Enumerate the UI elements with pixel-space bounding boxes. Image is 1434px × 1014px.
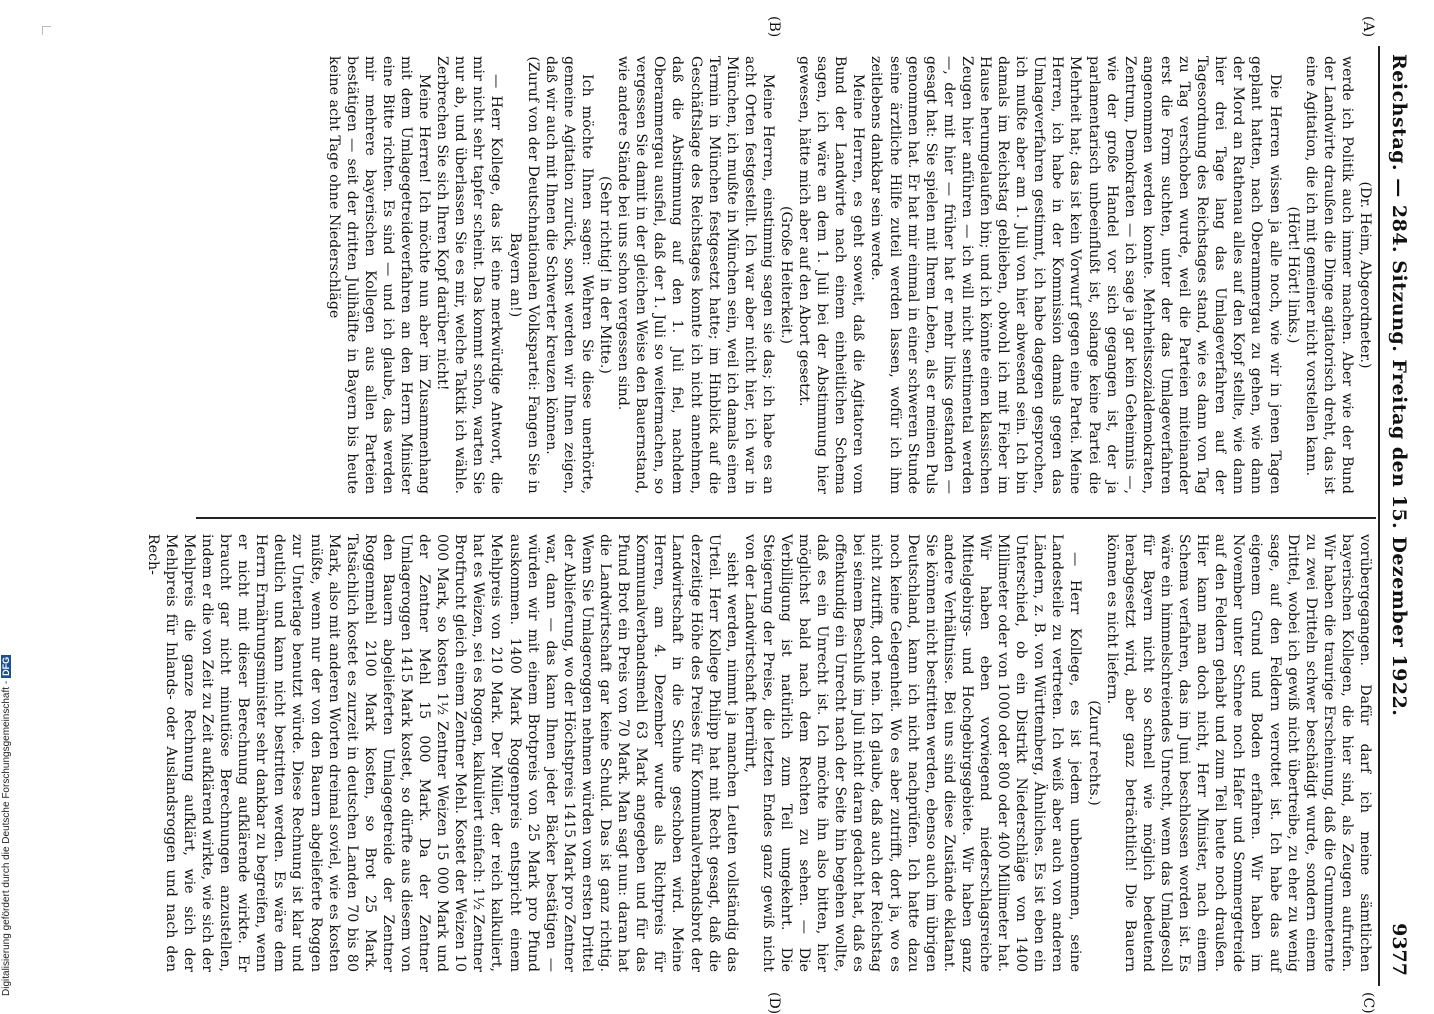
paragraph: sieht werden, nimmt ja manchen Leuten vollständig das Urteil. Herr Kollege Philipp hat mit Recht gesagt, daß die derzeitige Höhe des Preises für Kommunalverbandsbrot der Landwirtschaft in die Schuhe geschoben wird. Meine Herren, am 4. Dezember wurde als Richtpreis für Kommunalverbandsmehl 63 Mark angegeben und für das Pfund Brot ein Preis von 70 Mark. Man sagt nun: daran hat die Landwirtschaft gar keine Schuld. Das ist ganz richtig. Wenn Sie Umlageroggen nehmen würden vom ersten Drittel der Ablieferung, wo der Höchstpreis 1415 Mark pro Zentner war, dann — das kann Ihnen jeder Bäcker bestätigen — würden wir mit einem Brotpreis von 25 Mark pro Pfund auskommen. 1400 Mark Roggenpreis entspricht einem Mehlpreis von 210 Mark. Der Müller, der reich kalkuliert, hat es Weizen, sei es Roggen, kalkuliert einfach: 1½ Zentner Brotfrucht gleich einem Zentner Mehl. Kostet der Weizen 10 000 Mark, so kosten 1½ Zentner Weizen 15 000 Mark und der Zentner Mehl 15 000 Mark. Da der Zentner Umlageroggen 1415 Mark kostet, so dürfte aus diesem von den Bauern abgelieferten Umlagegetreide der Zentner Roggenmehl 2100 Mark kosten, so Brot 25 Mark. Tatsächlich kostet es zurzeit in deutschen Landen 70 bis 80 Mark, also mit anderen Worten dreimal soviel, wie es kosten müßte, wenn nur der von den Bauern abgelieferte Roggen zur Unterlage benutzt würde. Diese Rechnung ist klar und deutlich und kann nicht bestritten werden. Es wäre dem Herrn Ernährungsminister sehr dankbar zu begreifen, wenn er nicht mit dieser Berechnung aufklärende wirkte. Er braucht gar nicht minutiöse Berechnungen anzustellen, indem er die von Zeit zu Zeit aufklärend wirkte, wie sich der Mehlpreis die ganze Rechnung aufklärt, wie sich der Mehlpreis für Inlands- oder Auslandsroggen und nach den Rech- bbox=[144, 534, 740, 972]
paragraph: werde ich Politik auch immer machen. Aber wie der Bund der Landwirte draußen die Dinge agitatorisch dreht, das ist eine Agitation, die ich mit gemeiner nicht vorstellen kann. bbox=[1302, 56, 1355, 494]
margin-marker-b: (B) bbox=[766, 16, 782, 38]
paragraph: Ich möchte Ihnen sagen: Wehren Sie diese unerhörte, gemeine Agitation zurück, sonst werden wir Ihnen zeigen, daß wir auch mit Ihnen die Schwerter kreuzen können. bbox=[542, 56, 595, 494]
right-text-column bbox=[144, 534, 1374, 972]
column-divider bbox=[196, 517, 1376, 519]
margin-marker-a: (A) bbox=[1360, 16, 1376, 38]
margin-marker-d: (D) bbox=[766, 992, 782, 1014]
page-number: 9377 bbox=[1388, 923, 1410, 976]
paragraph: — Herr Kollege, es ist jedem unbenommen, seine Landesteile zu vertreten. Ich weiß aber auch von anderen Ländern, z. B. von Württemberg, Ähnliches. Es ist eben ein Unterschied, ob ein Distrikt Niederschläge von 1400 Millimeter oder von 1000 oder 800 oder 400 Millimeter hat. Wir haben eben vorwiegend niederschlagsreiche Mittelgebirgs- und Hochgebirgsgebiete. Wir haben ganz andere Verhältnisse. Bei uns sind diese Zustände eklatant. Sie können nicht bestritten werden, ebenso auch im übrigen Deutschland, kann ich nicht nachprüfen. Ich hatte dazu noch keine Gelegenheit. Wo es aber zutrifft, dort ja, wo es nicht zutrifft, dort nein. Ich glaube, daß auch der Reichstag bei seinem Beschluß im Juli nicht daran gedacht hat, daß es offenkundig ein Unrecht nach der Seite hin begehen wollte, daß es ein Unrecht ist. Ich möchte ihn also bitten, hier möglichst bald nach dem Rechten zu sehen. — Die Verbilligung ist natürlich zum Teil umgekehrt. Die Steigerung der Preise, die letzten Endes ganz gewiß nicht von der Landwirtschaft herrührt, bbox=[741, 534, 1084, 972]
crop-mark bbox=[42, 26, 51, 35]
stage-direction: (Zuruf rechts.) bbox=[1085, 700, 1102, 806]
header-rule bbox=[1378, 46, 1380, 986]
paragraph: — Herr Kollege, das ist eine merkwürdige Antwort, die mir nicht sehr tapfer scheint. Das kommt schon, warten Sie nur ab, und überlassen Sie es mir, welche Taktik ich wähle. Zerbrechen Sie sich Ihren Kopf darüber nicht! bbox=[434, 56, 505, 494]
stage-direction: (Zuruf von der Deutschnationalen Volkspartei: Fangen Sie in Bayern an!) bbox=[506, 56, 541, 494]
stage-direction: (Große Heiterkeit.) bbox=[778, 205, 794, 345]
rotated-document-page bbox=[86, 16, 1416, 1014]
paragraph: Meine Herren, es geht soweit, daß die Agitatoren vom Bund der Landwirte nach einem einheitlichen Schema sagen, ich wäre an dem 1. Juli bei der Abstimmung hier gewesen, hätte mich aber auf den Abort gesetzt. bbox=[796, 56, 867, 494]
page-header bbox=[1382, 46, 1416, 986]
paragraph: vorübergegangen. Dafür darf ich meine sämtlichen bayerischen Kollegen, die hier sind, als Zeugen aufrufen. Wir haben die traurige Erscheinung, daß die Grummeternte zu zwei Dritteln schwer beschädigt wurde, sondern einem Drittel, wobei ich gewiß nicht übertreibe, zu eher zu wenig sage, auf den Feldern verrottet ist. Ich habe das auf eigenem Grund und Boden erfahren. Wir haben im November unter Schnee noch Hafer und Sommergetreide auf den Feldern gehabt und zum Teil heute noch draußen. Hier kann man doch nicht, Herr Minister, nach einem Schema verfahren, das im Juni beschlossen worden ist. Es wäre ein himmelschreiendes Unrecht, wenn das Umlagesoll für Bayern nicht so schnell wie möglich bedeutend herabgesetzt wird, aber ganz beträchtlich! Die Bauern können es nicht liefern. bbox=[1103, 534, 1373, 972]
dfg-logo: DFG bbox=[1, 656, 11, 676]
left-text-column bbox=[325, 56, 1374, 494]
stage-direction: (Hört! Hört! links.) bbox=[1284, 206, 1301, 344]
digitization-credit-text: Digitalisierung gefördert durch die Deutsche Forschungsgemeinschaft - bbox=[1, 680, 12, 996]
paragraph: Meine Herren! Ich möchte nun aber im Zusammenhang mit dem Umlagegetreideverfahren an den Herrn Minister eine Bitte richten. Es sind — und ich glaube, das werden mir mehrere bayerischen Kollegen aus allen Parteien bestätigen — seit der dritten Julihälfte in Bayern bis heute keine acht Tage ohne Niederschläge bbox=[325, 56, 433, 494]
stage-direction: (Dr. Heim, Abgeordneter.) bbox=[1357, 181, 1373, 369]
stage-direction: (Sehr richtig! in der Mitte.) bbox=[597, 176, 614, 374]
digitization-credit bbox=[1, 655, 12, 996]
paragraph: Die Herren wissen ja alle noch, wie wir in jenen Tagen geplant hatten, nach Oberammergau zu gehen, wie dann der Mord an Rathenau alles auf den Kopf stellte, wie dann hier drei Tage lang das Umlageverfahren auf der Tagesordnung des Reichstages stand, wie es dann von Tag zu Tag verschoben wurde, weil die Parteien miteinander erst die Form suchten, unter der das Umlageverfahren angenommen werden konnte. Mehrheitssozialdemokraten, Zentrum, Demokraten — ich sage ja gar kein Geheimnis —, wie der große Handel vor sich gegangen ist, der ja parlamentarisch unbeeinflußt ist, solange keine Partei die Mehrheit hat; das ist kein Vorwurf gegen eine Partei. Meine Herren, ich habe in der Kommission damals gegen das Umlageverfahren gestimmt, ich habe dagegen gesprochen, ich mußte aber am 1. Juli von hier abwesend sein. Ich bin damals im Reichstag geblieben, obwohl ich mit Fieber im Hause herumgelaufen bin; und ich könnte einen klassischen Zeugen hier anführen — ich will nicht sentimental werden —, der mit hier — früher hat er mehr links gestanden — gesagt hat: Sie spielen mit Ihrem Leben, als er meinen Puls genommen hat. Er hat mir einmal in einer schweren Stunde seine ärztliche Hilfe zuteil werden lassen, wofür ich ihm zeitlebens dankbar sein werde. bbox=[868, 56, 1283, 494]
margin-marker-c: (C) bbox=[1360, 992, 1376, 1014]
paragraph: Meine Herren, einstimmig sagen sie das; ich habe es an acht Orten festgestellt. Ich war aber nicht hier, ich war in München, ich mußte in München sein, weil ich damals einen Termin in München festgesetzt hatte; im Hinblick auf die Geschäftslage des Reichstages konnte ich nicht annehmen, daß die Abstimmung auf den 1. Juli fiel, nachdem Oberammergau ausfiel, daß der 1. Juli so weitermachen, so vergessen Sie damit in der gleichen Weise den Bauernstand, wie andere Stände bei uns schon vergessen sind. bbox=[615, 56, 776, 494]
header-title: Reichstag. — 284. Sitzung. Freitag den 15. Dezember 1922. bbox=[1388, 54, 1410, 717]
